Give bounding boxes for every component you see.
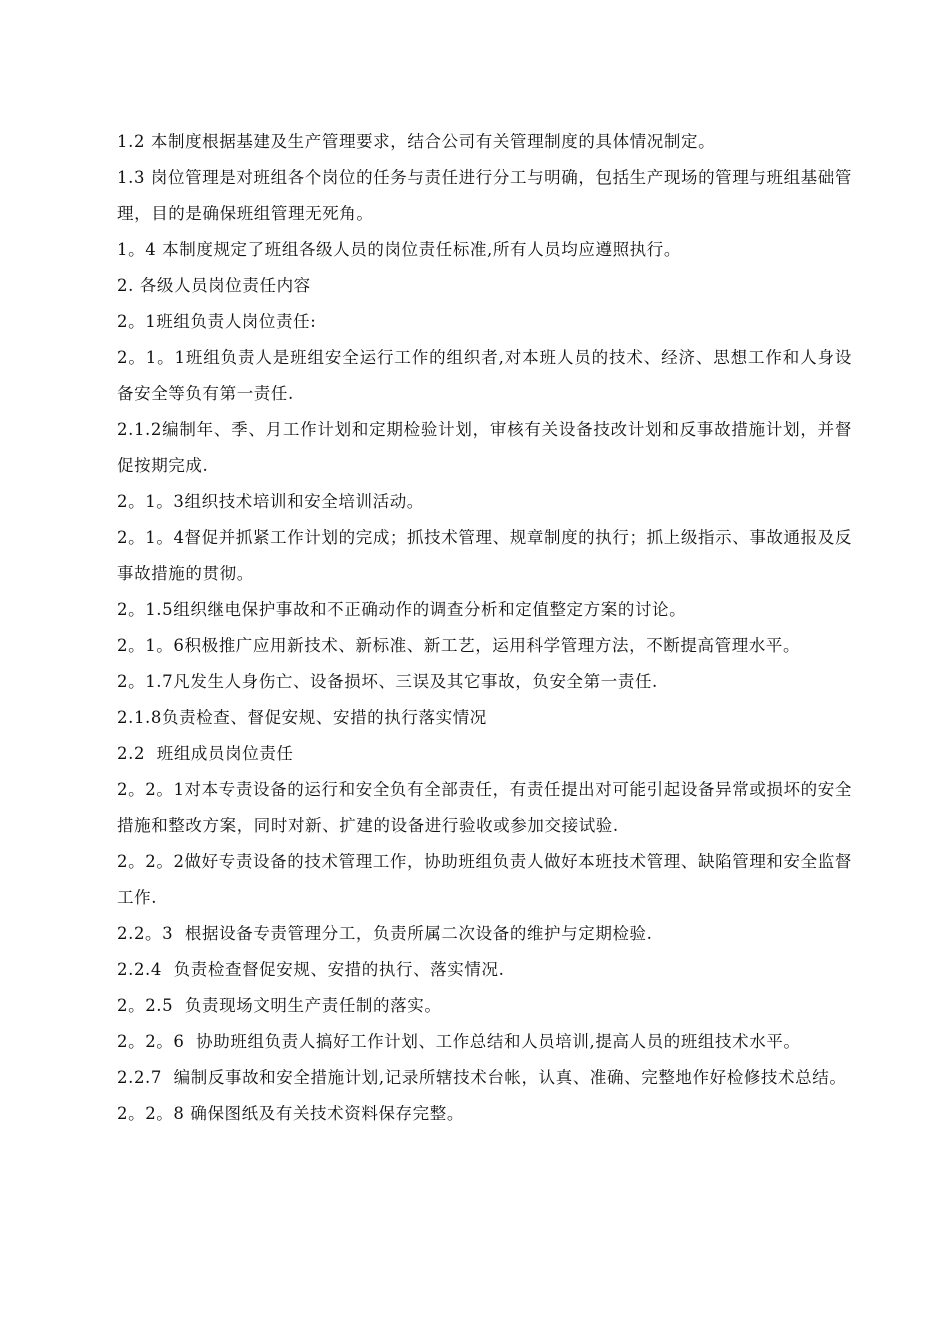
paragraph-2-1-3: 2。1。3组织技术培训和安全培训活动。 xyxy=(117,492,424,511)
paragraph-2-1-2: 2.1.2编制年、季、月工作计划和定期检验计划，审核有关设备技改计划和反事故措施计划，并督促按期完成. xyxy=(117,420,852,475)
paragraph-2-2-4: 2.2.4 负责检查督促安规、安措的执行、落实情况. xyxy=(117,960,505,979)
paragraph-2-2-6: 2。2。6 协助班组负责人搞好工作计划、工作总结和人员培训,提高人员的班组技术水平。 xyxy=(117,1032,801,1051)
paragraph-1-4: 1。4 本制度规定了班组各级人员的岗位责任标准,所有人员均应遵照执行。 xyxy=(117,240,681,259)
subsection-heading-2-1: 2。1班组负责人岗位责任: xyxy=(117,312,317,331)
paragraph-1-3: 1.3 岗位管理是对班组各个岗位的任务与责任进行分工与明确，包括生产现场的管理与班组基础管理，目的是确保班组管理无死角。 xyxy=(117,168,852,223)
paragraph-2-2-8: 2。2。8 确保图纸及有关技术资料保存完整。 xyxy=(117,1104,464,1123)
paragraph-2-1-7: 2。1.7凡发生人身伤亡、设备损坏、三误及其它事故，负安全第一责任. xyxy=(117,672,658,691)
subsection-heading-2-2: 2.2 班组成员岗位责任 xyxy=(117,744,294,763)
paragraph-2-1-1: 2。1。1班组负责人是班组安全运行工作的组织者,对本班人员的技术、经济、思想工作和人身设备安全等负有第一责任. xyxy=(117,348,852,403)
document-body xyxy=(117,124,852,1132)
paragraph-2-2-7: 2.2.7 编制反事故和安全措施计划,记录所辖技术台帐，认真、准确、完整地作好检修技术总结。 xyxy=(117,1068,847,1087)
paragraph-2-2-3: 2.2。3 根据设备专责管理分工，负责所属二次设备的维护与定期检验. xyxy=(117,924,653,943)
paragraph-2-2-2: 2。2。2做好专责设备的技术管理工作，协助班组负责人做好本班技术管理、缺陷管理和安全监督工作. xyxy=(117,852,852,907)
paragraph-2-1-8: 2.1.8负责检查、督促安规、安措的执行落实情况 xyxy=(117,708,487,727)
paragraph-2-1-6: 2。1。6积极推广应用新技术、新标准、新工艺，运用科学管理方法，不断提高管理水平。 xyxy=(117,636,801,655)
paragraph-1-2: 1.2 本制度根据基建及生产管理要求，结合公司有关管理制度的具体情况制定。 xyxy=(117,132,716,151)
section-heading-2: 2. 各级人员岗位责任内容 xyxy=(117,276,311,295)
paragraph-2-1-5: 2。1.5组织继电保护事故和不正确动作的调查分析和定值整定方案的讨论。 xyxy=(117,600,687,619)
paragraph-2-2-5: 2。2.5 负责现场文明生产责任制的落实。 xyxy=(117,996,442,1015)
paragraph-2-2-1: 2。2。1对本专责设备的运行和安全负有全部责任，有责任提出对可能引起设备异常或损坏的安全措施和整改方案，同时对新、扩建的设备进行验收或参加交接试验. xyxy=(117,780,852,835)
paragraph-2-1-4: 2。1。4督促并抓紧工作计划的完成；抓技术管理、规章制度的执行；抓上级指示、事故通报及反事故措施的贯彻。 xyxy=(117,528,852,583)
